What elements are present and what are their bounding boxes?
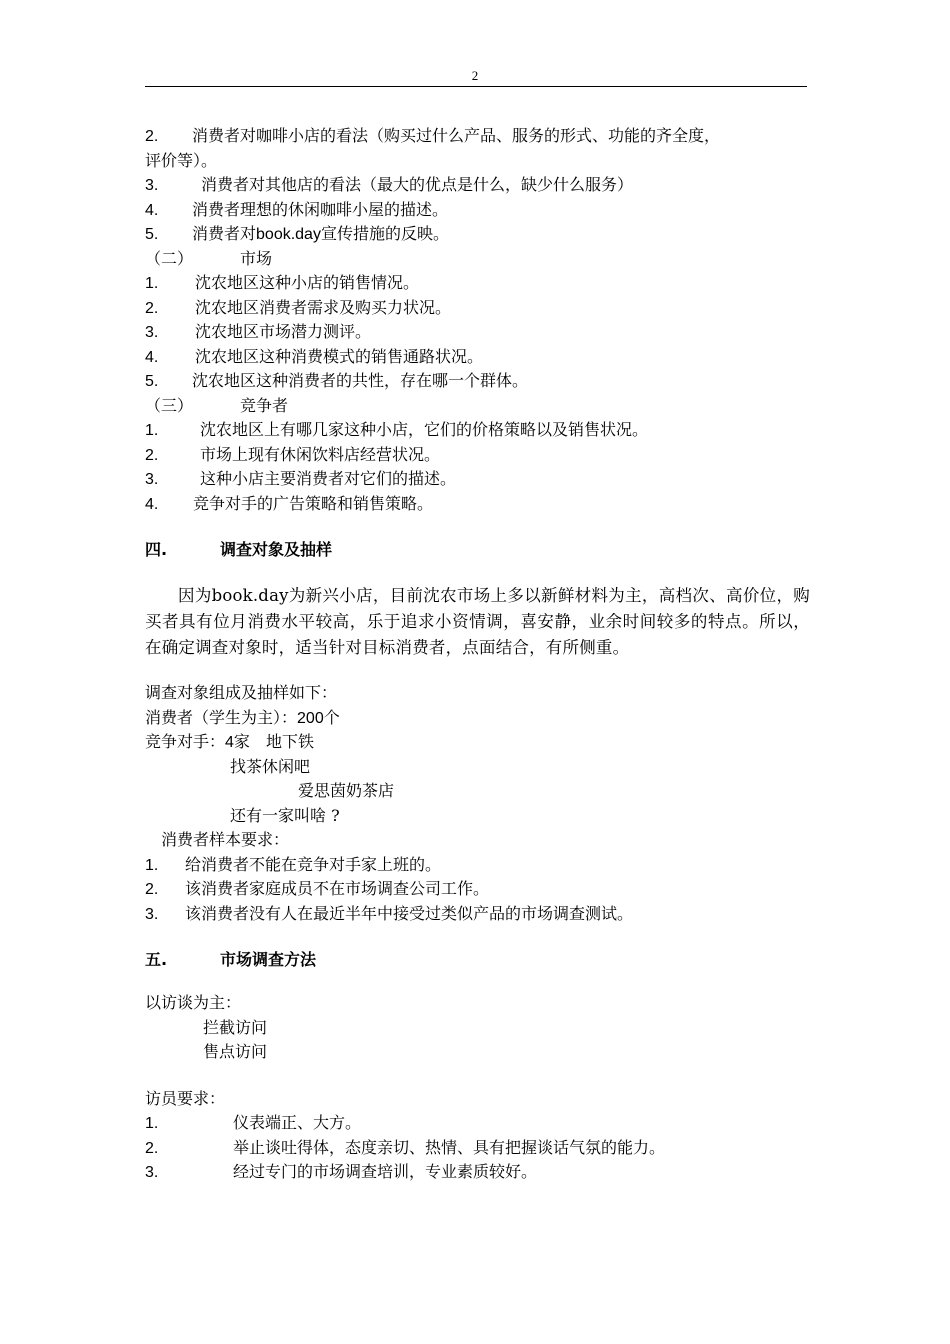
- method-item: 拦截访问: [203, 1017, 268, 1037]
- method-title: 以访谈为主：: [145, 993, 242, 1012]
- section-4-paragraph: 因为book.day为新兴小店，目前沈农市场上多以新鲜材料为主，高档次、高价位，购买者具有位月消费水平较高，乐于追求小资情调，喜安静，业余时间较多的特点。所以，在确定调查对象时，适当针对目标消费者，点面结合，有所侧重。: [145, 586, 810, 657]
- sample-unit: 个: [323, 707, 340, 727]
- list-number: 2.: [145, 881, 159, 898]
- list-number: 4.: [145, 495, 159, 513]
- list-item: [145, 443, 810, 468]
- list-text: 沈农地区这种消费模式的销售通路状况。: [195, 346, 484, 366]
- subsection-title-competitor: [145, 394, 810, 419]
- list-item: [145, 369, 810, 394]
- list-number: 1.: [145, 1115, 159, 1132]
- list-text: 市场上现有休闲饮料店经营状况。: [200, 444, 441, 464]
- list-number: 3.: [145, 324, 159, 341]
- list-text: 经过专门的市场调查培训，专业素质较好。: [233, 1162, 538, 1181]
- list-text: 消费者对: [192, 224, 257, 243]
- requirements-title: 消费者样本要求：: [161, 830, 290, 849]
- brand-name: book.day: [256, 226, 321, 243]
- list-text: 沈农地区消费者需求及购买力状况。: [195, 297, 452, 317]
- page-number: 2: [471, 68, 479, 83]
- list-number: 3.: [145, 471, 159, 488]
- list-text: 消费者理想的休闲咖啡小屋的描述。: [192, 199, 449, 219]
- list-number: 5.: [145, 226, 159, 243]
- subsection-title: 市场: [240, 248, 273, 268]
- sample-consumers: [145, 706, 810, 731]
- list-item: [145, 418, 810, 443]
- sample-count: 4: [225, 734, 234, 751]
- section-heading-4: [145, 535, 810, 565]
- list-item: [145, 198, 810, 223]
- list-text: 这种小店主要消费者对它们的描述。: [200, 469, 457, 488]
- list-item: [145, 271, 810, 296]
- competitor-name: 地下铁: [265, 732, 314, 751]
- list-number: 4.: [145, 348, 159, 366]
- list-number: 2.: [145, 299, 159, 317]
- list-text: 评价等）。: [145, 150, 218, 170]
- list-item: [145, 1136, 810, 1161]
- competitor-name: 找茶休闲吧: [230, 756, 311, 776]
- list-number: 2.: [145, 446, 159, 464]
- list-item-continuation: [145, 149, 810, 174]
- list-item: [145, 1160, 810, 1185]
- subsection-label: （三）: [145, 395, 194, 415]
- list-item: [145, 222, 810, 247]
- competitor-name: 爱思茵奶茶店: [298, 781, 395, 800]
- sample-count: 200: [297, 709, 324, 727]
- section-title: 调查对象及抽样: [220, 540, 333, 559]
- list-text: 该消费者没有人在最近半年中接受过类似产品的市场调查测试。: [185, 903, 634, 923]
- list-item: [145, 467, 810, 492]
- list-item: [145, 296, 810, 321]
- list-text: 消费者对其他店的看法（最大的优点是什么，缺少什么服务）: [201, 175, 634, 194]
- section-heading-5: [145, 945, 810, 975]
- list-number: 5.: [145, 373, 159, 390]
- list-item: [145, 1111, 810, 1136]
- list-item: [145, 492, 810, 517]
- list-text: 仪表端正、大方。: [233, 1113, 362, 1132]
- list-number: 2.: [145, 1139, 159, 1157]
- list-text: 给消费者不能在竞争对手家上班的。: [185, 854, 442, 874]
- method-item: 售点访问: [203, 1042, 268, 1061]
- list-text: 沈农地区上有哪几家这种小店，它们的价格策略以及销售状况。: [200, 420, 649, 439]
- section-title: 市场调查方法: [220, 950, 317, 969]
- interviewer-title: 访员要求：: [145, 1088, 226, 1108]
- list-text: 沈农地区市场潜力测评。: [195, 322, 372, 341]
- list-text: 沈农地区这种消费者的共性，存在哪一个群体。: [192, 371, 529, 390]
- list-item: [145, 320, 810, 345]
- sample-unit: 家: [233, 732, 250, 751]
- header-rule: [145, 86, 807, 87]
- list-item: [145, 345, 810, 370]
- list-text: 该消费者家庭成员不在市场调查公司工作。: [185, 879, 490, 898]
- list-item: [145, 902, 810, 927]
- list-number: 3.: [145, 905, 159, 923]
- list-number: 3.: [145, 177, 159, 194]
- document-body: [145, 124, 810, 1185]
- list-number: 1.: [145, 275, 159, 292]
- sample-label: 消费者（学生为主）：: [145, 707, 298, 727]
- competitor-name: 还有一家叫啥 ?: [230, 805, 340, 825]
- list-number: 2.: [145, 128, 159, 145]
- subsection-label: （二）: [145, 248, 194, 268]
- list-item: [145, 853, 810, 878]
- list-text: 消费者对咖啡小店的看法（购买过什么产品、服务的形式、功能的齐全度，: [192, 126, 721, 145]
- sample-label: 竞争对手：: [145, 732, 226, 751]
- list-number: 4.: [145, 201, 159, 219]
- list-item: [145, 124, 810, 149]
- composition-title: 调查对象组成及抽样如下：: [145, 683, 338, 702]
- list-text: 竞争对手的广告策略和销售策略。: [193, 493, 434, 513]
- list-text: 沈农地区这种小店的销售情况。: [195, 273, 420, 292]
- subsection-title: 竞争者: [240, 395, 289, 415]
- subsection-title-market: [145, 247, 810, 272]
- list-text: 宣传措施的反映。: [320, 224, 449, 243]
- list-item: [145, 173, 810, 198]
- list-number: 1.: [145, 422, 159, 439]
- list-number: 3.: [145, 1164, 159, 1181]
- section-number: 五.: [145, 950, 168, 969]
- sample-competitors: [145, 730, 810, 755]
- list-text: 举止谈吐得体，态度亲切、热情、具有把握谈话气氛的能力。: [233, 1137, 666, 1157]
- list-number: 1.: [145, 856, 159, 874]
- list-item: [145, 877, 810, 902]
- section-number: 四.: [145, 540, 168, 559]
